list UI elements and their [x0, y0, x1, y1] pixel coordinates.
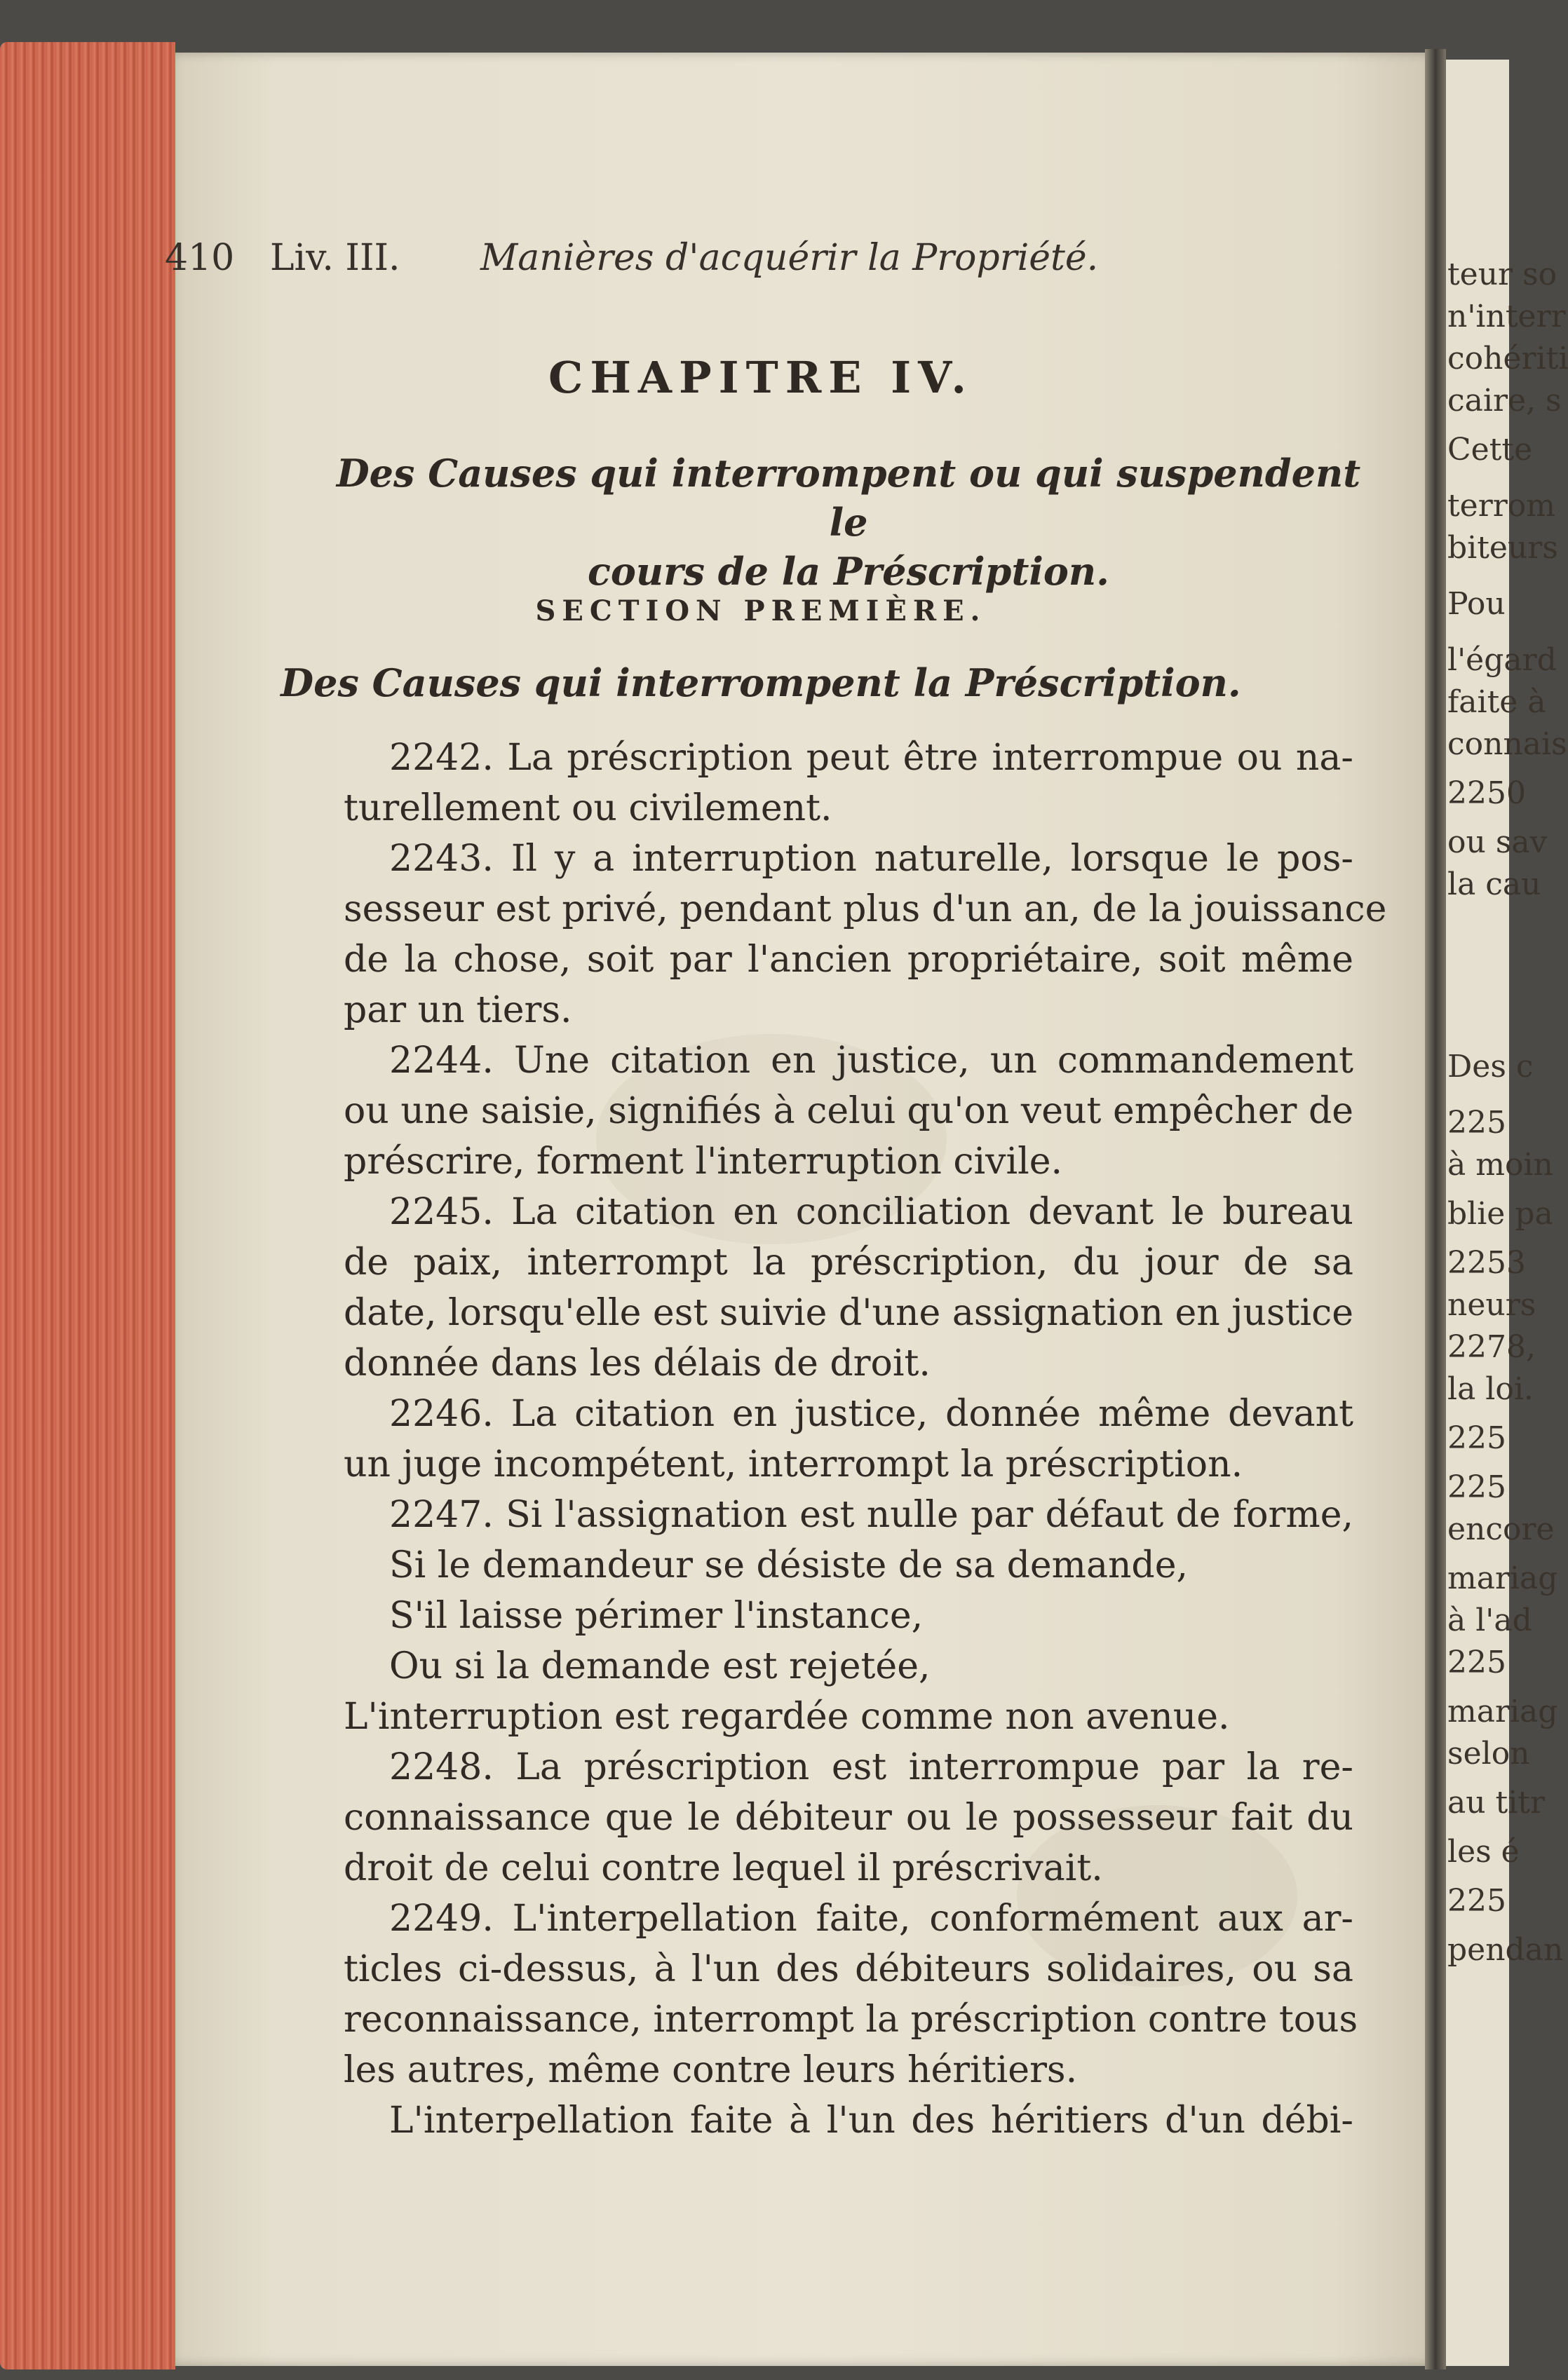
chapter-heading: CHAPITRE IV.: [548, 352, 973, 403]
text-line: ticles ci-dessus, à l'un des débiteurs solidaires, ou sa: [344, 1948, 1353, 1990]
facing-page-text-fragment: n'interr: [1447, 299, 1566, 334]
facing-page-text-fragment: 2278,: [1447, 1329, 1536, 1365]
text-line: 2243. Il y a interruption naturelle, lorsque le pos-: [389, 838, 1353, 880]
text-line: sesseur est privé, pendant plus d'un an, de la jouissance: [344, 888, 1387, 930]
text-line: 2242. La préscription peut être interrompue ou na-: [389, 737, 1353, 779]
page-number: 410: [165, 237, 235, 279]
running-title: Manières d'acquérir la Propriété.: [480, 237, 1099, 279]
facing-page-text-fragment: 225: [1447, 1645, 1506, 1680]
chapter-subtitle-line: Des Causes qui interrompent ou qui suspendent le: [336, 451, 1361, 545]
facing-page-text-fragment: 2253: [1447, 1245, 1526, 1281]
text-line: reconnaissance, interrompt la préscription contre tous: [344, 1999, 1358, 2041]
chapter-subtitle: [330, 449, 1367, 596]
facing-page-text-fragment: biteurs: [1447, 530, 1558, 566]
facing-page-text-fragment: à l'ad: [1447, 1603, 1532, 1638]
running-head: [165, 237, 1259, 293]
text-line: préscrire, forment l'interruption civile.: [344, 1141, 1063, 1183]
facing-page-text-fragment: mariag: [1447, 1560, 1558, 1596]
facing-page-text-fragment: 2250: [1447, 775, 1526, 811]
text-line: les autres, même contre leurs héritiers.: [344, 2049, 1078, 2091]
text-line: 2245. La citation en conciliation devant le bureau: [389, 1191, 1353, 1233]
facing-page-text-fragment: terrom: [1447, 488, 1555, 524]
text-line: 2244. Une citation en justice, un commandement: [389, 1040, 1353, 1082]
facing-page-text-fragment: à moin: [1447, 1147, 1553, 1183]
text-line: droit de celui contre lequel il préscrivait.: [344, 1847, 1103, 1889]
facing-page-text-fragment: neurs: [1447, 1287, 1536, 1323]
facing-page-text-fragment: Pou: [1447, 586, 1506, 622]
text-line: 2249. L'interpellation faite, conformément aux ar-: [389, 1898, 1353, 1940]
text-line: date, lorsqu'elle est suivie d'une assignation en justice: [344, 1292, 1353, 1334]
text-line: Ou si la demande est rejetée,: [389, 1645, 931, 1687]
facing-page-text-fragment: Des c: [1447, 1049, 1534, 1084]
text-line: connaissance que le débiteur ou le possesseur fait du: [344, 1797, 1353, 1839]
text-line: L'interpellation faite à l'un des héritiers d'un débi-: [389, 2100, 1353, 2142]
text-line: par un tiers.: [344, 989, 572, 1031]
facing-page-text-fragment: 225: [1447, 1105, 1506, 1141]
facing-page-text-fragment: mariag: [1447, 1694, 1558, 1729]
facing-page-text-fragment: cohériti: [1447, 341, 1568, 376]
facing-page-text-fragment: au titr: [1447, 1785, 1546, 1821]
facing-page-text-fragment: l'égard: [1447, 642, 1557, 678]
text-line: 2247. Si l'assignation est nulle par défaut de forme,: [389, 1494, 1353, 1536]
text-line: turellement ou civilement.: [344, 787, 832, 829]
facing-page-text-fragment: caire, s: [1447, 383, 1562, 419]
book-gutter: [1425, 49, 1446, 2369]
facing-page-text-fragment: les é: [1447, 1834, 1520, 1870]
facing-page-text-fragment: 225: [1447, 1883, 1506, 1919]
book-reference: Liv. III.: [270, 237, 400, 279]
facing-page-text-fragment: 225: [1447, 1420, 1506, 1456]
facing-page-text-fragment: 225: [1447, 1469, 1506, 1505]
text-line: Si le demandeur se désiste de sa demande,: [389, 1544, 1189, 1586]
facing-page-text-fragment: pendan: [1447, 1932, 1564, 1968]
facing-page-text-fragment: encore: [1447, 1511, 1555, 1547]
book-page-edges: [0, 42, 175, 2369]
facing-page-text-fragment: la cau: [1447, 866, 1541, 902]
facing-page-fragment: [1446, 60, 1568, 2366]
text-line: de paix, interrompt la préscription, du jour de sa: [344, 1242, 1353, 1284]
facing-page-text-fragment: ou sav: [1447, 824, 1548, 860]
facing-page-text-fragment: connais: [1447, 726, 1567, 762]
text-line: L'interruption est regardée comme non avenue.: [344, 1696, 1230, 1738]
text-line: de la chose, soit par l'ancien propriétaire, soit même: [344, 939, 1353, 981]
facing-page-text-fragment: la loi.: [1447, 1371, 1534, 1407]
text-line: S'il laisse périmer l'instance,: [389, 1595, 924, 1637]
text-line: un juge incompétent, interrompt la préscription.: [344, 1443, 1243, 1485]
facing-page-text-fragment: Cette: [1447, 432, 1533, 468]
chapter-subtitle-line: cours de la Préscription.: [588, 549, 1109, 594]
section-title: Des Causes qui interrompent la Préscription.: [281, 660, 1241, 705]
text-line: donnée dans les délais de droit.: [344, 1342, 931, 1385]
facing-page-text-fragment: teur so: [1447, 257, 1557, 292]
text-line: 2248. La préscription est interrompue par la re-: [389, 1746, 1353, 1788]
facing-page-text-fragment: blie pa: [1447, 1196, 1553, 1232]
facing-page-text-fragment: faite à: [1447, 684, 1546, 720]
facing-page-text-fragment: selon: [1447, 1736, 1530, 1772]
text-line: ou une saisie, signifiés à celui qu'on veut empêcher de: [344, 1090, 1353, 1132]
section-heading: SECTION PREMIÈRE.: [535, 594, 987, 627]
text-line: 2246. La citation en justice, donnée même devant: [389, 1393, 1353, 1435]
